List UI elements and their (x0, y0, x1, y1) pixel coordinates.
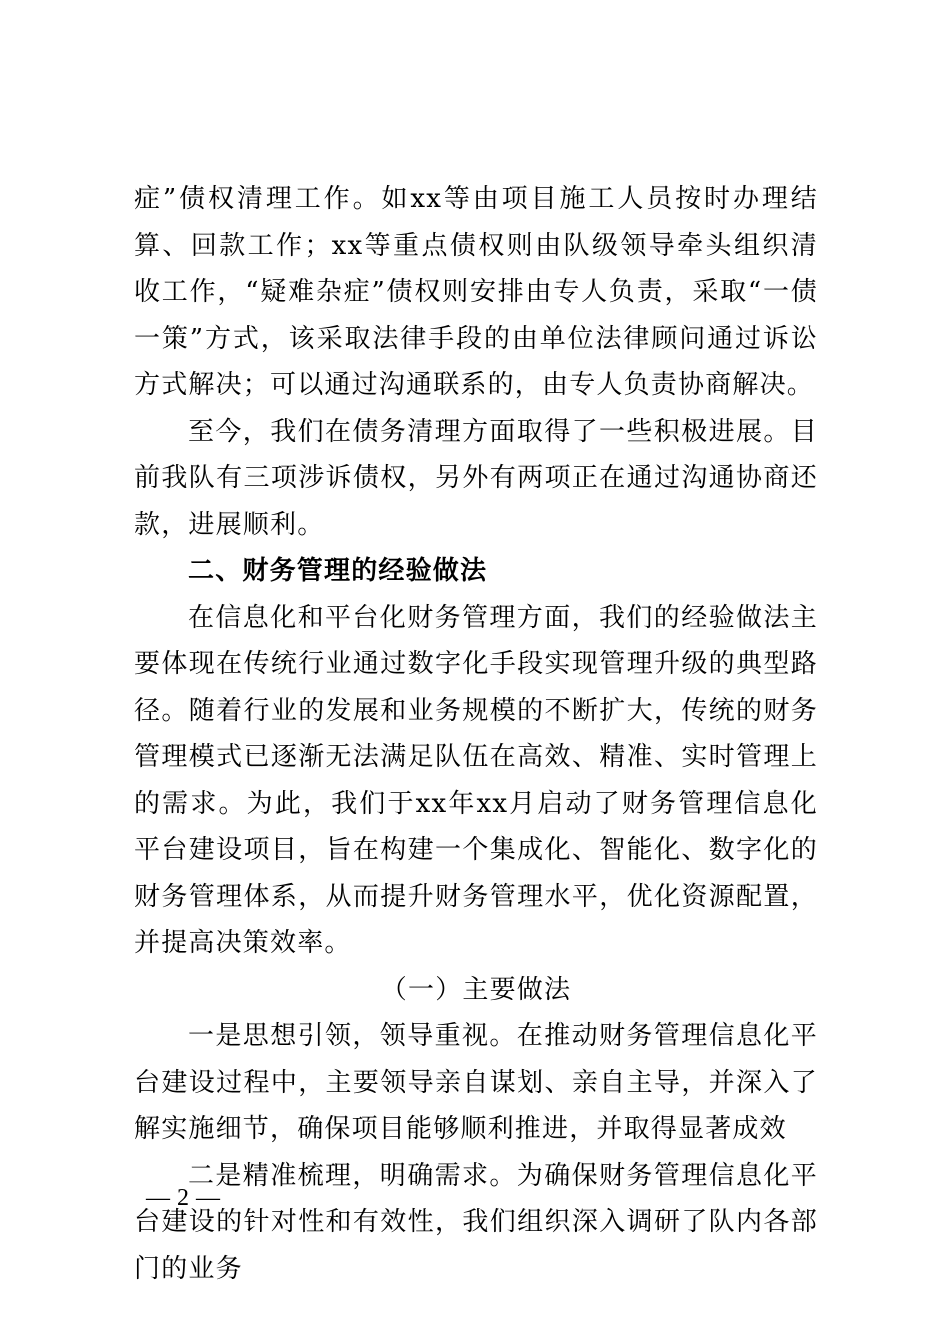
body-paragraph: 至今，我们在债务清理方面取得了一些积极进展。目前我队有三项涉诉债权，另外有两项正在通过沟通协商还款，进展顺利。 (134, 416, 818, 540)
body-paragraph: 在信息化和平台化财务管理方面，我们的经验做法主要体现在传统行业通过数字化手段实现管理升级的典型路径。随着行业的发展和业务规模的不断扩大，传统的财务管理模式已逐渐无法满足队伍在高效、精准、实时管理上的需求。为此，我们于xx年xx月启动了财务管理信息化平台建设项目，旨在构建一个集成化、智能化、数字化的财务管理体系，从而提升财务管理水平，优化资源配置，并提高决策效率。 (134, 602, 818, 958)
subsection-heading: （一）主要做法 (380, 974, 572, 1005)
body-paragraph: 一是思想引领，领导重视。在推动财务管理信息化平台建设过程中，主要领导亲自谋划、亲自主导，并深入了解实施细节，确保项目能够顺利推进，并取得显著成效 (134, 1021, 818, 1144)
body-paragraph: 症”债权清理工作。如xx等由项目施工人员按时办理结算、回款工作；xx等重点债权则由队级领导牵头组织清收工作，“疑难杂症”债权则安排由专人负责，采取“一债一策”方式，该采取法律手段的由单位法律顾问通过诉讼方式解决；可以通过沟通联系的，由专人负责协商解决。 (134, 184, 818, 400)
page-number: — 2 — (146, 1185, 221, 1211)
page-body (134, 176, 818, 1292)
section-heading: 二、财务管理的经验做法 (188, 556, 488, 586)
body-paragraph: 二是精准梳理，明确需求。为确保财务管理信息化平台建设的针对性和有效性，我们组织深入调研了队内各部门的业务 (134, 1160, 818, 1284)
